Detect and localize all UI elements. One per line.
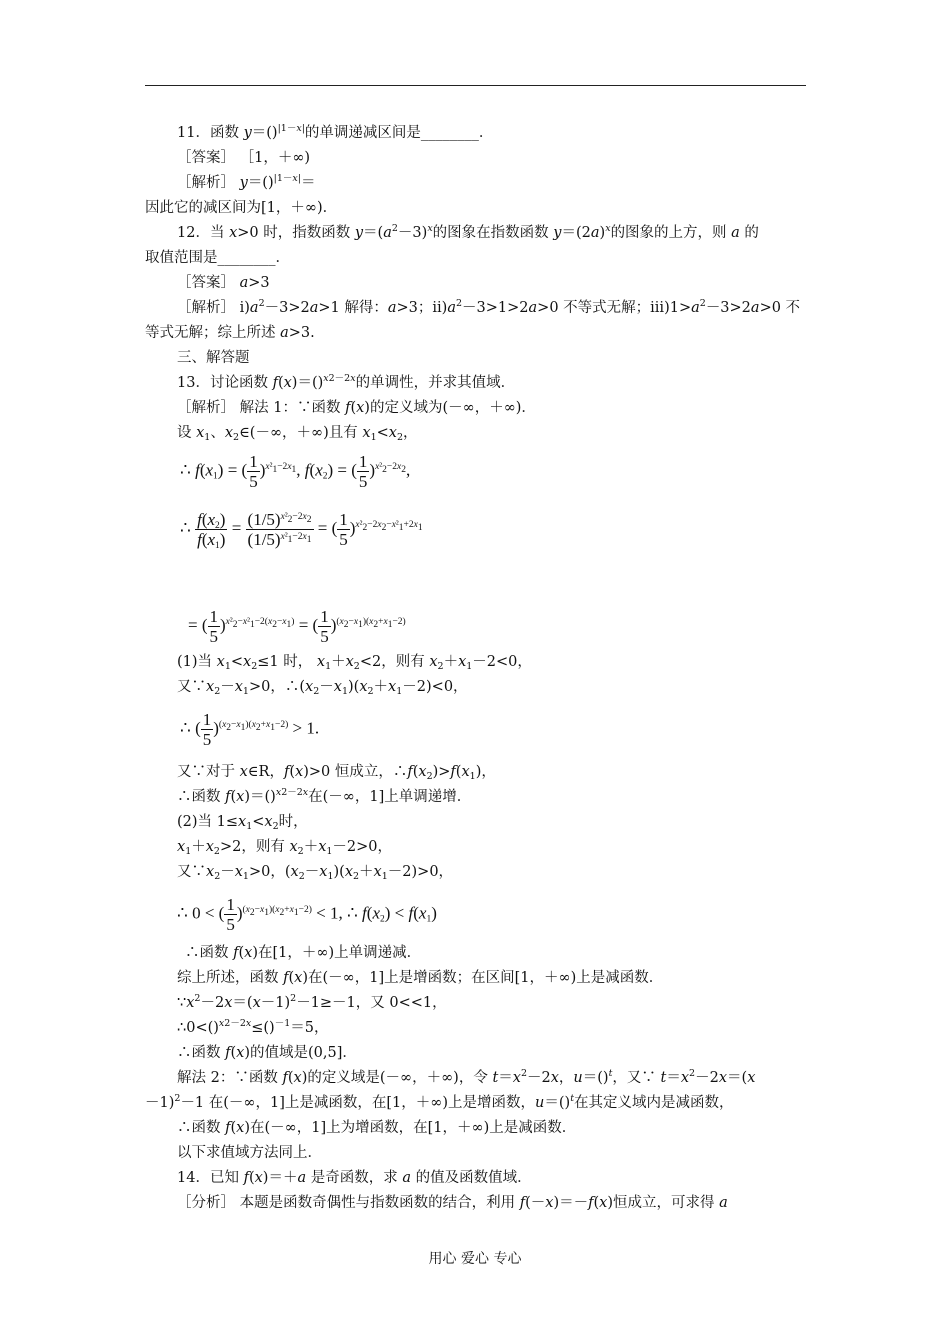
solution-1-intro: ［解析］ 解法 1：∵函数 f(x)的定义域为(－∞，＋∞)． — [177, 400, 536, 416]
answer-11: ［答案］ ［1，＋∞) — [177, 150, 311, 166]
range-result: ∴函数 f(x)的值域是(0,5]． — [177, 1045, 357, 1061]
case-2-sum: $x_1+x_2>2$，则有 $x_2+x_1-2>0$， — [177, 839, 393, 857]
summary: 综上所述，函数 f(x)在(－∞，1]上是增函数；在区间[1，＋∞)上是减函数． — [177, 970, 664, 986]
problem-13: 13．讨论函数 f(x)＝()$^{x2-2x}$的单调性，并求其值域． — [177, 373, 516, 391]
case-2-result: ∴函数 f(x)在[1，＋∞)上单调递减． — [185, 945, 422, 961]
solution-2-line3: ∴函数 f(x)在(－∞，1]上为增函数，在[1，＋∞)上是减函数． — [177, 1120, 577, 1136]
analysis-12-line2: 等式无解；综上所述 a>3. — [145, 325, 315, 341]
case-1-sign: 又$\because x_2-x_1>0$，$\therefore(x_2-x_1)(x_2+x_1-2)<0$， — [177, 679, 468, 697]
case-2-sign: 又$\because x_2-x_1>0$，$(x_2-x_1)(x_2+x_1-2)>0$， — [177, 864, 454, 882]
solution-2-line4: 以下求值域方法同上． — [177, 1145, 322, 1161]
formula-ratio: ∴ $\frac{f(x_2)}{f(x_1)}$ = $\frac{(1/5)^{x^2_2-2x_2}}{(1/5)^{x^2_1-2x_1}}$ = ( $\frac{1}{5}$ )$^{x^2_2-2x_2-x^2_1+2x_1}$ — [180, 510, 423, 551]
analysis-12-line1: ［解析］ $ⅰ)a^2-3>2a>1$ 解得：a>3；$ⅱ)a^2-3>1>2a>0$ 不等式无解；$ⅲ)1>a^2-3>2a>0$ 不 — [177, 298, 801, 316]
case-1-positive: 又∵对于 x∈R，f(x)>0 恒成立，$\therefore f(x_2)>f(x_1)$， — [177, 764, 496, 782]
solution-1-setup: 设 $x_1$、$x_2\in(-\infty$，＋∞)且有 $x_1<x_2$， — [177, 425, 418, 443]
answer-12: ［答案］ a>3 — [177, 275, 270, 291]
range-step-2: ∴0<()$^{x2-2x}$≤()$^{-1}$＝5， — [177, 1018, 329, 1036]
page-footer: 用心 爱心 专心 — [428, 1251, 522, 1267]
case-1-condition: (1)当 $x_1<x_2\le 1$ 时， $x_1+x_2<2$，则有 $x_2+x_1-2<0$， — [177, 654, 532, 672]
problem-12-line2: 取值范围是________． — [145, 250, 290, 266]
conclusion-11: 因此它的减区间为[1，＋∞)． — [145, 200, 338, 216]
case-1-result: ∴函数 f(x)＝()$^{x2-2x}$在(－∞，1]上单调递增． — [177, 787, 472, 805]
solution-2-line2: －1)$^2$－1 在(－∞，1]上是减函数，在[1，＋∞)上是增函数，u＝()$^t$在其定义域内是减函数， — [145, 1093, 734, 1111]
formula-f-values: ∴ $f(x_1)$ = ( $\frac{1}{5}$ )$^{x^2_1-2x_1}$, $f(x_2)$ = ( $\frac{1}{5}$ )$^{x^2_2-2x_2}$, — [180, 452, 411, 491]
section-heading: 三、解答题 — [177, 350, 250, 366]
problem-11: 11．函数 y＝()$^{|1-x|}$的单调递减区间是________． — [177, 123, 494, 141]
problem-14: 14．已知 f(x)＝＋a 是奇函数，求 a 的值及函数值域． — [177, 1170, 532, 1186]
solution-2-line1: 解法 2：∵函数 f(x)的定义域是(－∞，＋∞)，令 $t=x^2-2x$，u＝()$^t$，又∵ $t=x^2-2x=(x$ — [177, 1068, 756, 1086]
case-2-condition: (2)当 $1\le x_1<x_2$时， — [177, 814, 308, 832]
problem-12-line1: 12．当 x>0 时，指数函数 $y=(a^2-3)^x$的图象在指数函数 $y=(2a)^x$的图象的上方，则 a 的 — [177, 223, 759, 241]
formula-between: ∴ 0 < ( $\frac{1}{5}$ )$^{(x_2-x_1)(x_2+x_1-2)}$ < 1, ∴ $f(x_2) < f(x_1)$ — [177, 895, 437, 934]
analysis-14: ［分析］ 本题是函数奇偶性与指数函数的结合，利用 f(－x)＝－f(x)恒成立，可求得 a — [177, 1195, 728, 1211]
formula-factored: = ( $\frac{1}{5}$ )$^{x^2_2-x^2_1-2(x_2-x_1)}$ = ( $\frac{1}{5}$ )$^{(x_2-x_1)(x_2+x_1-2)}$ — [188, 607, 406, 646]
range-step-1: $\because x^2-2x=(x-1)^2-1\ge-1$，又 0<<1， — [177, 993, 447, 1011]
header-rule — [145, 85, 806, 86]
formula-greater-one: ∴ ( $\frac{1}{5}$ )$^{(x_2-x_1)(x_2+x_1-2)}$ > 1. — [180, 710, 320, 749]
analysis-11: ［解析］ y＝()$^{|1-x|}$＝ — [177, 173, 316, 191]
